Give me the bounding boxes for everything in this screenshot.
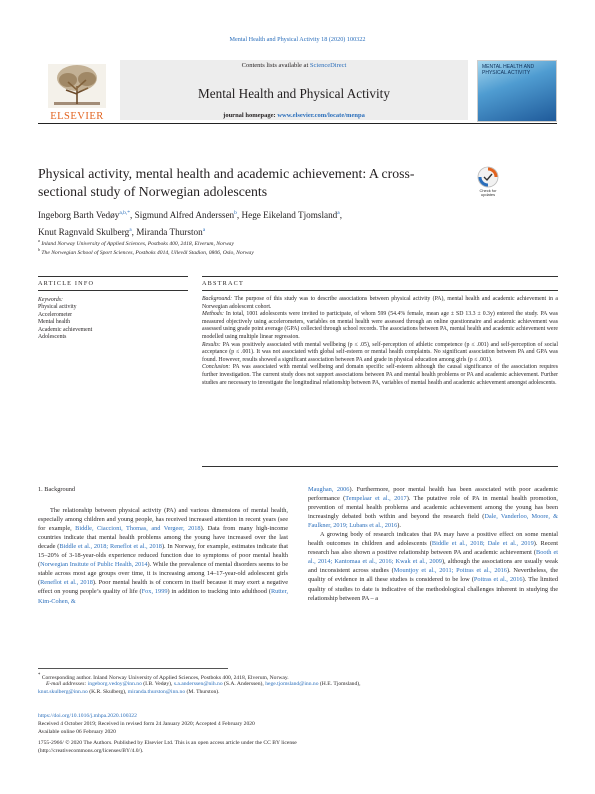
- section-heading: 1. Background: [38, 486, 76, 493]
- email-owner: (I.B. Vedøy),: [141, 681, 174, 687]
- email-owner: (K.R. Skulberg),: [87, 688, 128, 695]
- homepage-link[interactable]: www.elsevier.com/locate/menpa: [277, 112, 365, 119]
- email-link[interactable]: hege.tjomsland@inn.no: [265, 681, 319, 687]
- license-url[interactable]: (http://creativecommons.org/licenses/BY/4.0/).: [38, 748, 144, 754]
- contents-line: [120, 62, 468, 69]
- affil-text: Inland Norway University of Applied Sciences, Postboks 400, 2418, Elverum, Norway: [41, 240, 234, 247]
- citation-link[interactable]: Biddle et al., 2018; Reneflot et al., 2018: [59, 543, 162, 551]
- email-owner: (H.E. Tjomsland),: [318, 681, 361, 687]
- keywords-label: Keywords:: [38, 297, 63, 303]
- abstract-label: Results:: [202, 341, 221, 348]
- citation-link[interactable]: Fox, 1999: [141, 588, 168, 596]
- body-text: ). Nevertheless, the quality of evidence in all these studies is considered to be low (: [308, 567, 559, 584]
- email-owner: (M. Thurston).: [185, 688, 220, 695]
- citation-link[interactable]: Biddle et al., 2018; Dale et al., 2019: [431, 540, 534, 548]
- body-text: ). Data from many high-income countries indicate that mental health problems among the young have increased over the last decade (: [38, 525, 288, 551]
- abstract-conclusion: [202, 364, 558, 387]
- copyright-line: 1755-2966/ © 2020 The Authors. Published by Elsevier Ltd. This is an open access article under the CC BY license: [38, 740, 297, 746]
- journal-homepage: [120, 112, 468, 119]
- email-link[interactable]: ingeborg.vedoy@inn.no: [87, 681, 142, 687]
- journal-title-box: [120, 60, 468, 120]
- body-paragraph: [308, 530, 558, 602]
- abstract-text: In total, 1001 adolescents were invited to participate, of whom 599 (54.4% female, mean age ± SD 13.3 ± 0.3y) entered the study. PA was measured objectively using accelerometers, variables on mental health were assessed through an online questionnaire and academic achievement was assessed using grade point average (GPA) collected through school records. The associations between PA, mental health and academic achievement were modelled using multiple linear regression.: [202, 311, 558, 340]
- abstract-background: [202, 296, 558, 311]
- author-list: Ingeborg Barth Vedøy$^{a,b,*}$, Sigmund Alfred Anderssen$^b$, Hege Eikeland Tjomsland$^a$, Knut Ragnvald Skulberg$^a$, Miranda Thurston$^a$: [38, 210, 343, 238]
- keyword: Physical activity: [38, 304, 77, 311]
- email-link[interactable]: s.a.anderssen@nih.no: [173, 681, 223, 687]
- citation-link[interactable]: Dale, Vanderloo, Moore, & Faulkner, 2019; Lubans et al., 2016: [308, 513, 558, 530]
- body-text: ). Poor mental health is of concern in itself because it may exert a negative effect on young people’s quality of life (: [38, 579, 288, 596]
- check-updates-label: Check for updates: [479, 188, 497, 198]
- keywords-block: [38, 297, 188, 341]
- footnote-separator: [38, 668, 228, 669]
- author-affil-sup[interactable]: b: [234, 210, 237, 216]
- contents-prefix: Contents lists available at: [241, 62, 310, 69]
- abstract-rule-2: [202, 290, 558, 291]
- author-affil-sup[interactable]: a: [337, 210, 340, 216]
- citation-link[interactable]: Poitras et al., 2016: [473, 576, 523, 584]
- elsevier-tree-logo[interactable]: [38, 60, 116, 122]
- article-info-rule: [38, 276, 188, 277]
- affil-sup: b: [38, 247, 40, 252]
- abstract-heading: ABSTRACT: [202, 280, 244, 287]
- article-info-rule-2: [38, 290, 188, 291]
- citation-link[interactable]: Biddle, Ciaccioni, Thomas, and Vergeer, 2018: [75, 525, 201, 533]
- email-label: E-mail addresses:: [46, 681, 87, 687]
- affiliation-b: [38, 247, 254, 256]
- author-name[interactable]: , Sigmund Alfred Anderssen: [130, 210, 235, 221]
- check-for-updates-icon[interactable]: [477, 166, 499, 200]
- abstract-rule: [202, 276, 558, 277]
- affiliation-a: [38, 238, 234, 247]
- author-affil-sup[interactable]: a: [202, 227, 206, 234]
- body-right-column: [308, 485, 558, 603]
- article-info-heading: ARTICLE INFO: [38, 280, 95, 287]
- keyword: Accelerometer: [38, 311, 73, 318]
- body-text: ). Furthermore, poor mental health has been associated with poor academic performance (: [308, 486, 558, 503]
- received-dates: Received 4 October 2019; Received in revised form 24 January 2020; Accepted 4 February 2020: [38, 721, 255, 727]
- footnote-text: Corresponding author. Inland Norway University of Applied Sciences, Postboks 400, 2418, Elverum, Norway.: [40, 674, 289, 681]
- author-affil-sup[interactable]: a: [129, 227, 132, 234]
- body-left-column: [38, 485, 288, 606]
- available-online: Available online 06 February 2020: [38, 729, 116, 735]
- journal-cover-image[interactable]: [477, 60, 557, 122]
- author-name[interactable]: Knut Ragnvald Skulberg: [38, 227, 130, 238]
- abstract-text: PA was associated with mental wellbeing and domain specific self-esteem although the causal significance of the association requires further investigation. The current study does not support associations between PA and mental health problems or PA and academic achievement. Further studies are necessary to investigate the longitudinal relationship between PA, variables of mental health and academic achievement amongst adolescents.: [202, 364, 559, 386]
- abstract-text: The purpose of this study was to describe associations between physical activity (PA), mental health and academic achievement in a Norwegian adolescent cohort.: [202, 296, 558, 310]
- abstract-label: Conclusion:: [202, 364, 231, 371]
- sciencedirect-link[interactable]: ScienceDirect: [309, 62, 347, 69]
- abstract-results: [202, 342, 558, 365]
- affil-sup: a: [38, 238, 40, 243]
- journal-title[interactable]: Mental Health and Physical Activity: [198, 86, 390, 101]
- body-text: ). While the prevalence of mental disorders seems to be stable across most age groups over time, it is increasing among 14–17-year-old adolescent girls (: [38, 561, 288, 587]
- abstract-label: Background:: [202, 296, 233, 302]
- publisher-name: ELSEVIER: [50, 111, 104, 122]
- body-paragraph: [38, 506, 288, 606]
- journal-masthead: [38, 60, 557, 124]
- body-text: The relationship between physical activity (PA) and various dimensions of mental health, especially among children and young people, has received increased attention in recent years (see for example,: [38, 507, 288, 533]
- cover-title: MENTAL HEALTH AND PHYSICAL ACTIVITY: [482, 64, 535, 76]
- citation-link[interactable]: Norwegian Insitute of Public Health, 2014: [40, 561, 148, 569]
- keyword: Academic achievement: [38, 326, 93, 333]
- running-head[interactable]: Mental Health and Physical Activity 18 (2020) 100322: [229, 36, 366, 43]
- keyword: Adolescents: [38, 334, 67, 341]
- body-text: ). Recent research has also shown a positive relationship between PA and academic achievement (: [308, 540, 558, 557]
- citation-link[interactable]: Rutter, Kim-Cohen, &: [38, 588, 289, 605]
- citation-link[interactable]: Maughan, 2006: [308, 486, 350, 493]
- doi-link[interactable]: https://doi.org/10.1016/j.mhpa.2020.100322: [38, 713, 137, 719]
- article-title: Physical activity, mental health and academic achievement: A cross-sectional study of Norwegian adolescents: [38, 166, 415, 199]
- abstract-body: [202, 296, 558, 387]
- body-text: A growing body of research indicates that PA may have a positive effect on some mental health outcomes in children and adolescents (: [308, 531, 558, 548]
- citation-link[interactable]: Tempelaar et al., 2017: [345, 495, 407, 503]
- author-affil-sup[interactable]: a,b,*: [119, 210, 131, 216]
- body-text: ). The limited quality of studies to date is indicative of the methodological challenges inherent in studying the relationship between PA – a: [308, 576, 558, 602]
- body-text: ). In Norway, for example, estimates indicate that 15–20% of 3-18-year-olds experience reduced function due to symptoms of poor mental health (: [38, 543, 289, 569]
- author-name[interactable]: , Miranda Thurston: [131, 227, 203, 238]
- citation-link[interactable]: Mountjoy et al., 2011; Poitras et al., 2016: [393, 567, 507, 575]
- email-link[interactable]: miranda.thurston@inn.no: [127, 688, 186, 695]
- author-name[interactable]: Ingeborg Barth Vedøy: [38, 210, 120, 221]
- abstract-label: Methods:: [202, 311, 224, 318]
- abstract-bottom-rule: [202, 466, 558, 467]
- keyword: Mental health: [38, 319, 71, 326]
- email-link[interactable]: knut.skulberg@inn.no: [38, 688, 88, 695]
- homepage-label: journal homepage:: [223, 112, 278, 119]
- author-name[interactable]: , Hege Eikeland Tjomsland: [236, 210, 338, 221]
- affil-text: The Norwegian School of Sport Sciences, Postboks 4014, Ullevål Stadion, 0806, Oslo, Norway: [41, 249, 254, 256]
- body-text: ).: [397, 522, 401, 530]
- body-text: ) in addition to tracking into adulthood (: [167, 588, 271, 596]
- body-paragraph: [308, 485, 558, 530]
- citation-link[interactable]: Reneflot et al., 2018: [40, 579, 93, 587]
- body-text: ), although the associations are usually weak and inconsistent across studies (: [308, 558, 559, 575]
- email-owner: (S.A. Anderssen),: [222, 681, 266, 687]
- citation-link[interactable]: Booth et al., 2014; Kantomaa et al., 2016; Kwak et al., 2009: [308, 549, 558, 566]
- abstract-methods: [202, 311, 558, 341]
- footnote-marker: *: [38, 673, 41, 678]
- body-text: ). The putative role of PA in mental health promotion, prevention of mental health problems and academic achievement among the young has been increasingly debated both within and beyond the research field (: [308, 495, 558, 521]
- email-addresses: [38, 681, 558, 697]
- abstract-text: PA was positively associated with mental wellbeing (p ≤ .05), self-perception of athletic competence (p ≤ .001) and self-perception of social acceptance (p ≤ .001). It was not associated with global self-esteem or mental health complaints. No significant association between PA and GPA was found. However, results showed a significant association between PA and grade in physical education among girls (p ≤ .001).: [202, 341, 558, 363]
